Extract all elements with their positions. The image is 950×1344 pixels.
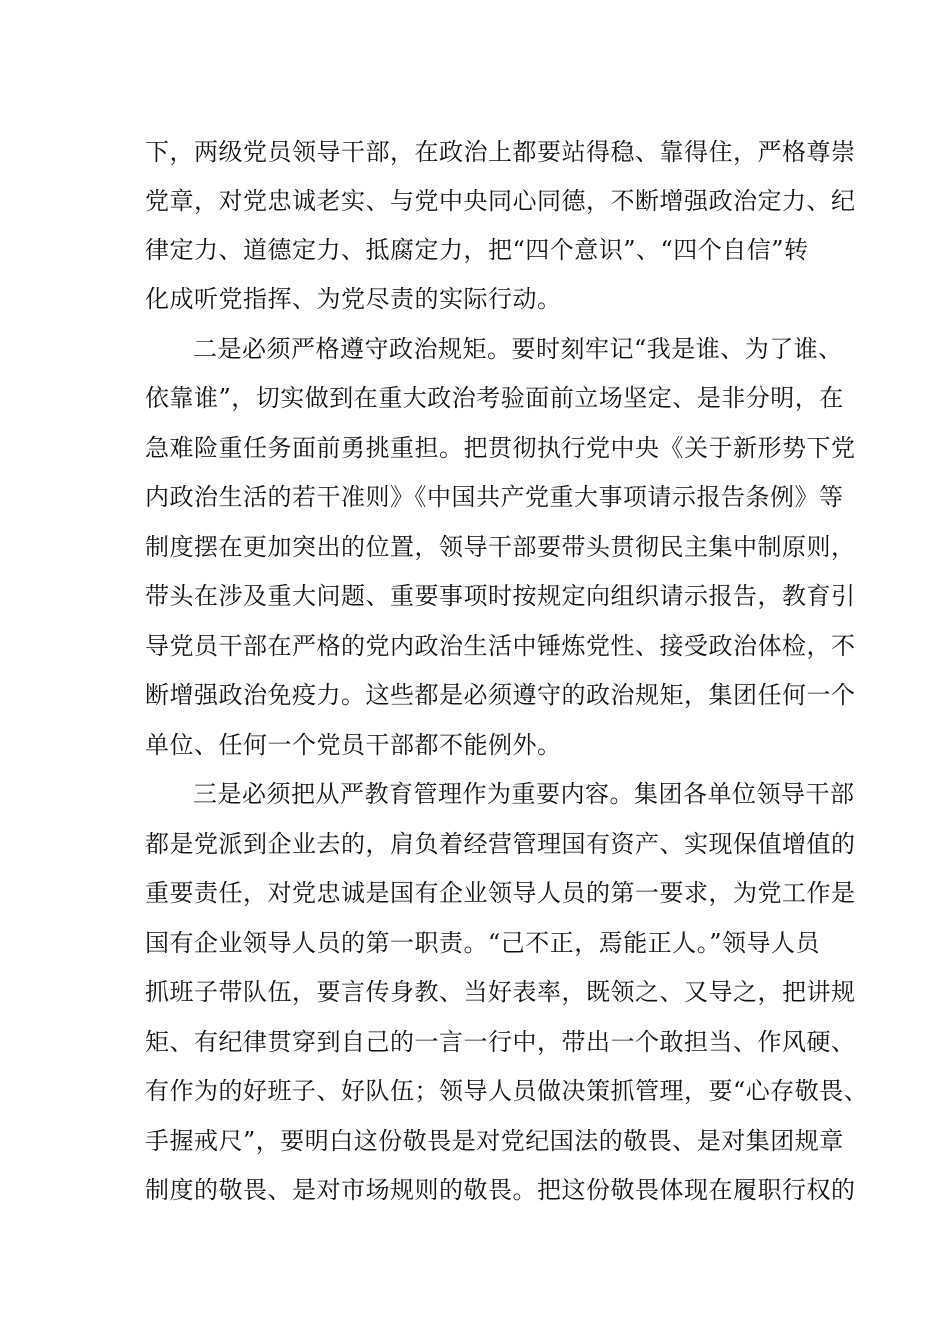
text-line: 单位、任何一个党员干部都不能例外。 xyxy=(145,731,562,759)
text-line: 下，两级党员领导干部，在政治上都要站得稳、靠得住，严格尊崇 xyxy=(145,138,856,166)
paragraph-first-line: 二是必须严格遵守政治规矩。要时刻牢记“我是谁、为了谁、 xyxy=(193,335,843,363)
text-line: 制度的敬畏、是对市场规则的敬畏。把这份敬畏体现在履职行权的 xyxy=(145,1176,856,1204)
text-line: 律定力、道德定力、抵腐定力，把“四个意识”、“四个自信”转 xyxy=(145,236,809,264)
text-line: 抓班子带队伍，要言传身教、当好表率，既领之、又导之，把讲规 xyxy=(145,978,856,1006)
text-line: 依靠谁”，切实做到在重大政治考验面前立场坚定、是非分明，在 xyxy=(145,384,844,412)
text-line: 都是党派到企业去的，肩负着经营管理国有资产、实现保值增值的 xyxy=(145,830,856,858)
text-line: 带头在涉及重大问题、重要事项时按规定向组织请示报告，教育引 xyxy=(145,582,856,610)
text-line: 重要责任，对党忠诚是国有企业领导人员的第一要求，为党工作是 xyxy=(145,879,856,907)
text-line: 党章，对党忠诚老实、与党中央同心同德，不断增强政治定力、纪 xyxy=(145,187,856,215)
text-line: 手握戒尺”，要明白这份敬畏是对党纪国法的敬畏、是对集团规章 xyxy=(145,1127,844,1155)
text-line: 矩、有纪律贯穿到自己的一言一行中，带出一个敢担当、作风硬、 xyxy=(145,1028,856,1056)
text-line: 化成听党指挥、为党尽责的实际行动。 xyxy=(145,285,562,313)
paragraph-first-line: 三是必须把从严教育管理作为重要内容。集团各单位领导干部 xyxy=(193,780,855,808)
text-line: 断增强政治免疫力。这些都是必须遵守的政治规矩，集团任何一个 xyxy=(145,681,856,709)
text-line: 国有企业领导人员的第一职责。“己不正，焉能正人。”领导人员 xyxy=(145,929,821,957)
text-line: 急难险重任务面前勇挑重担。把贯彻执行党中央《关于新形势下党 xyxy=(145,434,856,462)
text-line: 内政治生活的若干准则》《中国共产党重大事项请示报告条例》等 xyxy=(145,483,844,511)
text-line: 导党员干部在严格的党内政治生活中锤炼党性、接受政治体检，不 xyxy=(145,632,856,660)
text-line: 制度摆在更加突出的位置，领导干部要带头贯彻民主集中制原则， xyxy=(145,533,856,561)
text-line: 有作为的好班子、好队伍；领导人员做决策抓管理，要“心存敬畏、 xyxy=(145,1077,869,1105)
